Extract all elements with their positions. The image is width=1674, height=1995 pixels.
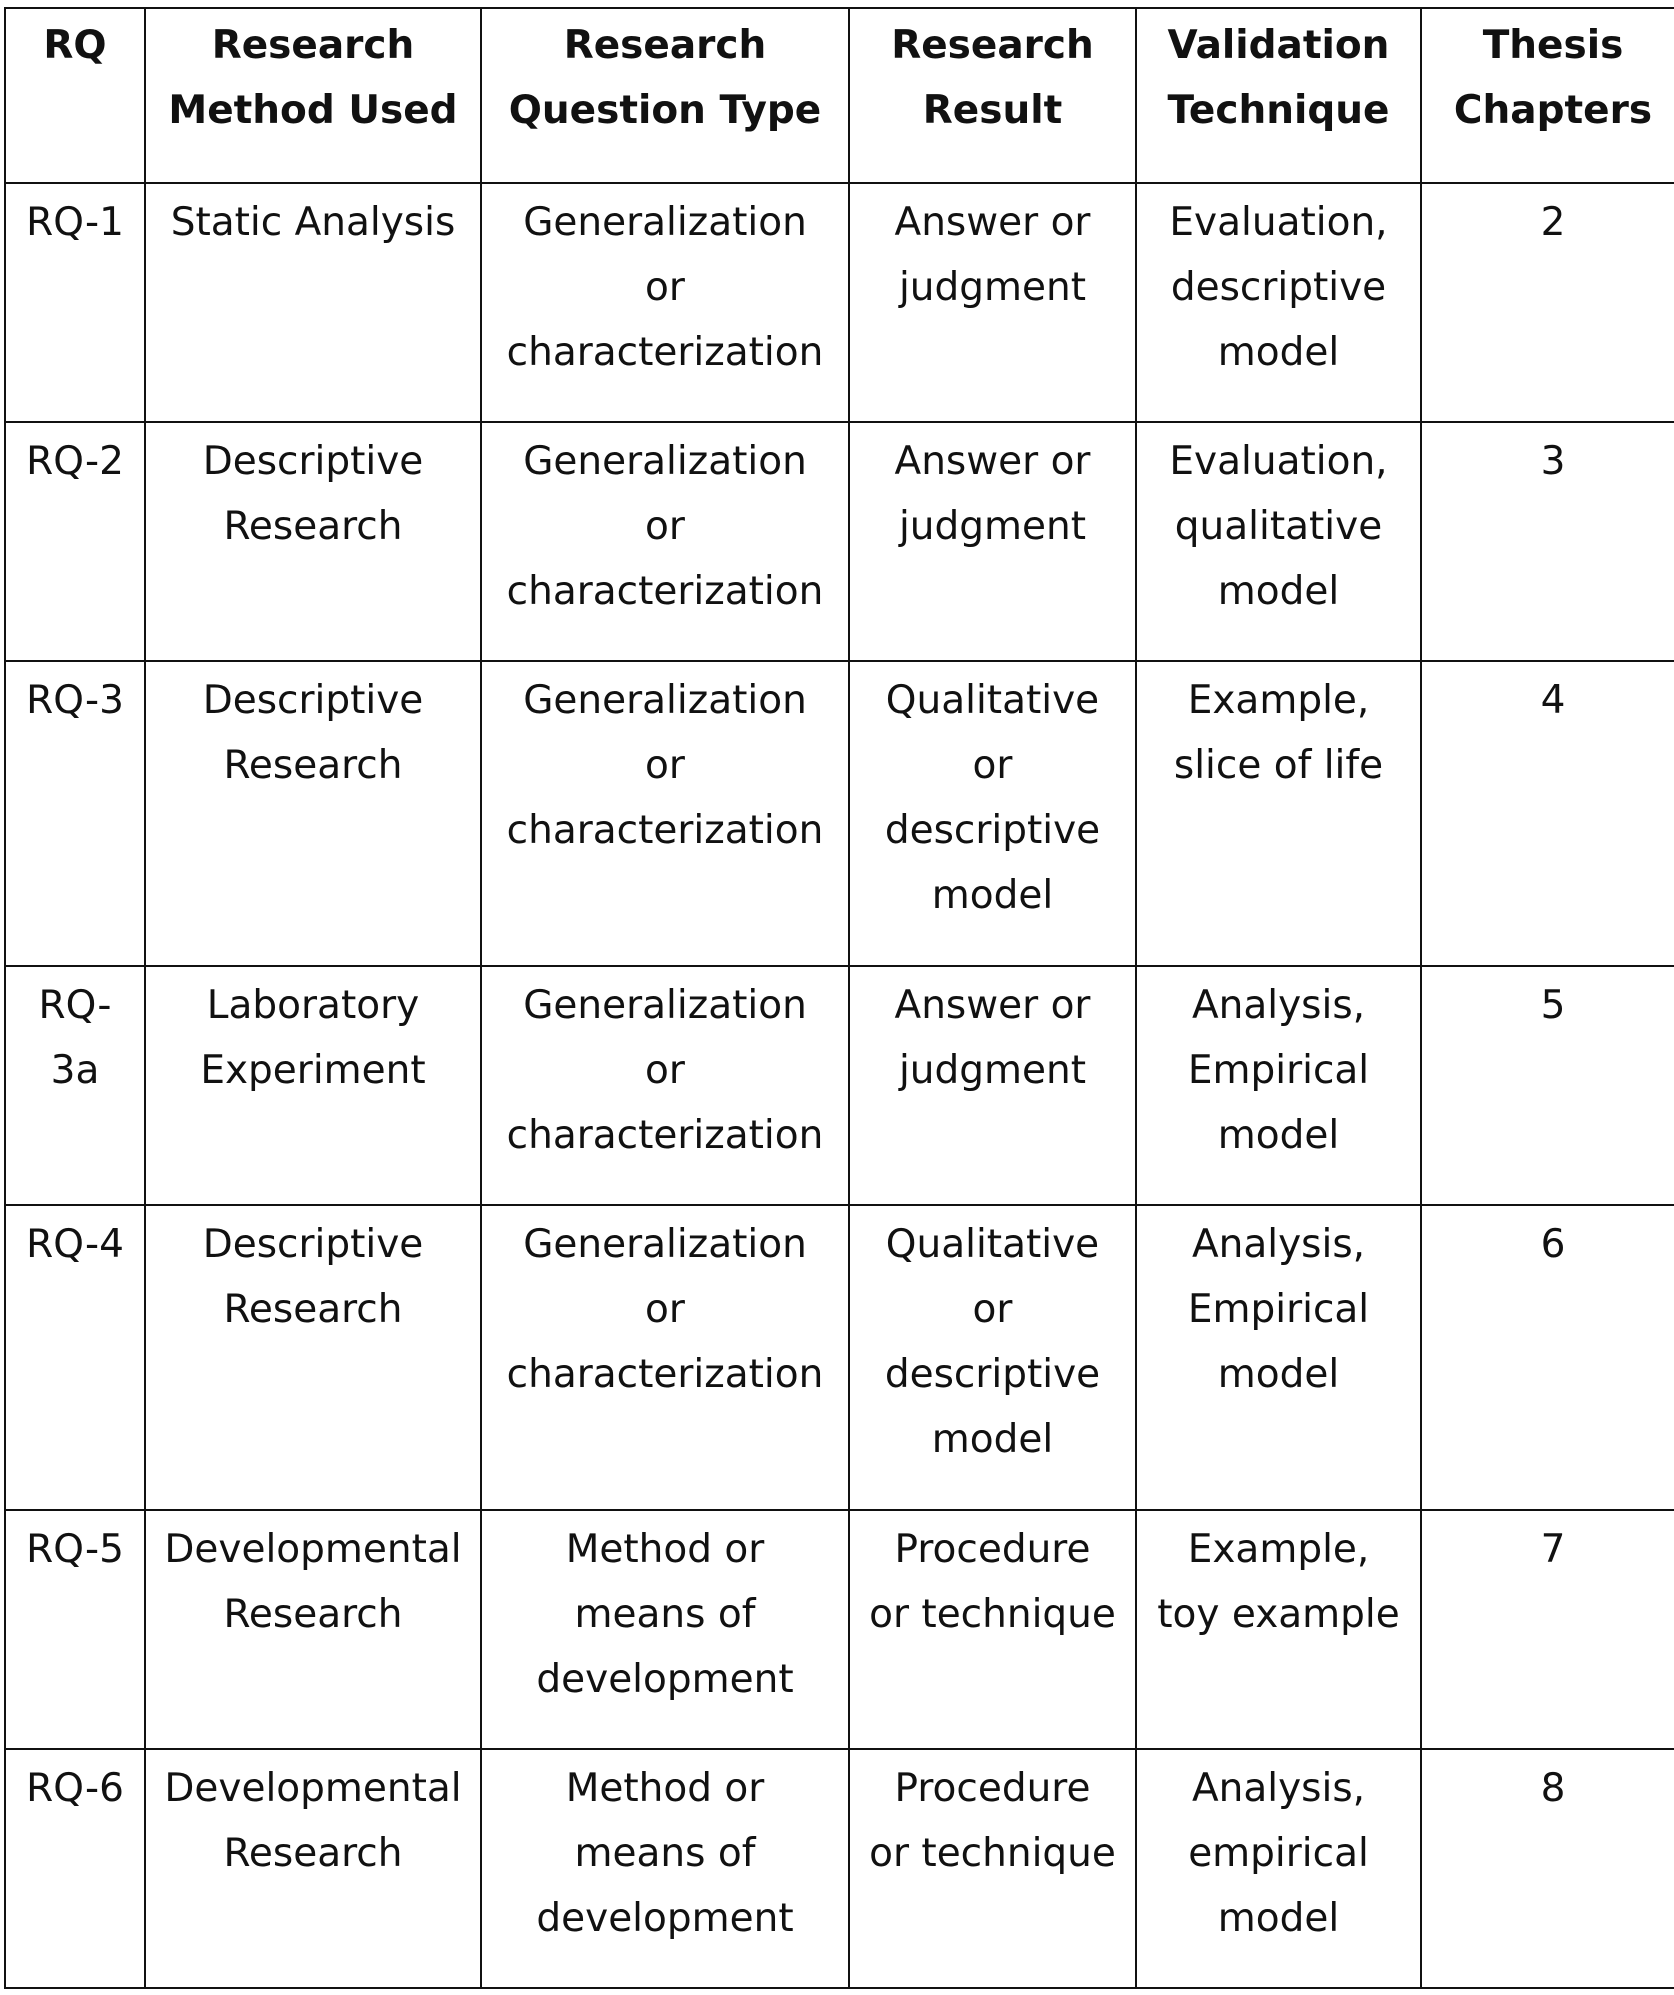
cell-method: Descriptive Research <box>145 661 481 966</box>
cell-question-type: Generalization or characterization <box>481 661 849 966</box>
cell-result: Procedure or technique <box>849 1749 1136 1988</box>
cell-validation: Analysis, Empirical model <box>1136 966 1421 1205</box>
research-questions-table <box>4 7 1674 1989</box>
cell-method: Descriptive Research <box>145 422 481 661</box>
cell-validation: Evaluation, qualitative model <box>1136 422 1421 661</box>
table-row <box>5 661 1674 966</box>
cell-question-type: Generalization or characterization <box>481 422 849 661</box>
table-row <box>5 966 1674 1205</box>
header-research-result: Research Result <box>849 8 1136 183</box>
cell-rq: RQ-6 <box>5 1749 145 1988</box>
cell-chapter: 7 <box>1421 1510 1674 1749</box>
cell-question-type: Method or means of development <box>481 1749 849 1988</box>
cell-rq: RQ-5 <box>5 1510 145 1749</box>
cell-validation: Example, slice of life <box>1136 661 1421 966</box>
header-thesis-chapters: Thesis Chapters <box>1421 8 1674 183</box>
cell-validation: Analysis, empirical model <box>1136 1749 1421 1988</box>
cell-validation: Evaluation, descriptive model <box>1136 183 1421 422</box>
cell-chapter: 8 <box>1421 1749 1674 1988</box>
cell-method: Developmental Research <box>145 1510 481 1749</box>
cell-method: Static Analysis <box>145 183 481 422</box>
table-row <box>5 1205 1674 1510</box>
cell-rq: RQ-2 <box>5 422 145 661</box>
cell-result: Answer or judgment <box>849 966 1136 1205</box>
cell-chapter: 3 <box>1421 422 1674 661</box>
cell-chapter: 2 <box>1421 183 1674 422</box>
cell-result: Qualitative or descriptive model <box>849 661 1136 966</box>
cell-chapter: 6 <box>1421 1205 1674 1510</box>
cell-result: Qualitative or descriptive model <box>849 1205 1136 1510</box>
table-header-row <box>5 8 1674 183</box>
cell-method: Developmental Research <box>145 1749 481 1988</box>
cell-method: Laboratory Experiment <box>145 966 481 1205</box>
cell-rq: RQ-1 <box>5 183 145 422</box>
header-validation-technique: Validation Technique <box>1136 8 1421 183</box>
cell-question-type: Method or means of development <box>481 1510 849 1749</box>
cell-validation: Analysis, Empirical model <box>1136 1205 1421 1510</box>
table-row <box>5 1510 1674 1749</box>
cell-rq: RQ-4 <box>5 1205 145 1510</box>
table-row <box>5 1749 1674 1988</box>
header-rq: RQ <box>5 8 145 183</box>
table-row <box>5 422 1674 661</box>
cell-result: Procedure or technique <box>849 1510 1136 1749</box>
cell-result: Answer or judgment <box>849 422 1136 661</box>
cell-question-type: Generalization or characterization <box>481 966 849 1205</box>
cell-rq: RQ-3 <box>5 661 145 966</box>
cell-question-type: Generalization or characterization <box>481 183 849 422</box>
research-questions-table-frame <box>4 7 1674 1989</box>
header-question-type: Research Question Type <box>481 8 849 183</box>
cell-result: Answer or judgment <box>849 183 1136 422</box>
cell-method: Descriptive Research <box>145 1205 481 1510</box>
cell-chapter: 4 <box>1421 661 1674 966</box>
cell-rq: RQ- 3a <box>5 966 145 1205</box>
table-row <box>5 183 1674 422</box>
header-research-method: Research Method Used <box>145 8 481 183</box>
cell-validation: Example, toy example <box>1136 1510 1421 1749</box>
cell-chapter: 5 <box>1421 966 1674 1205</box>
cell-question-type: Generalization or characterization <box>481 1205 849 1510</box>
